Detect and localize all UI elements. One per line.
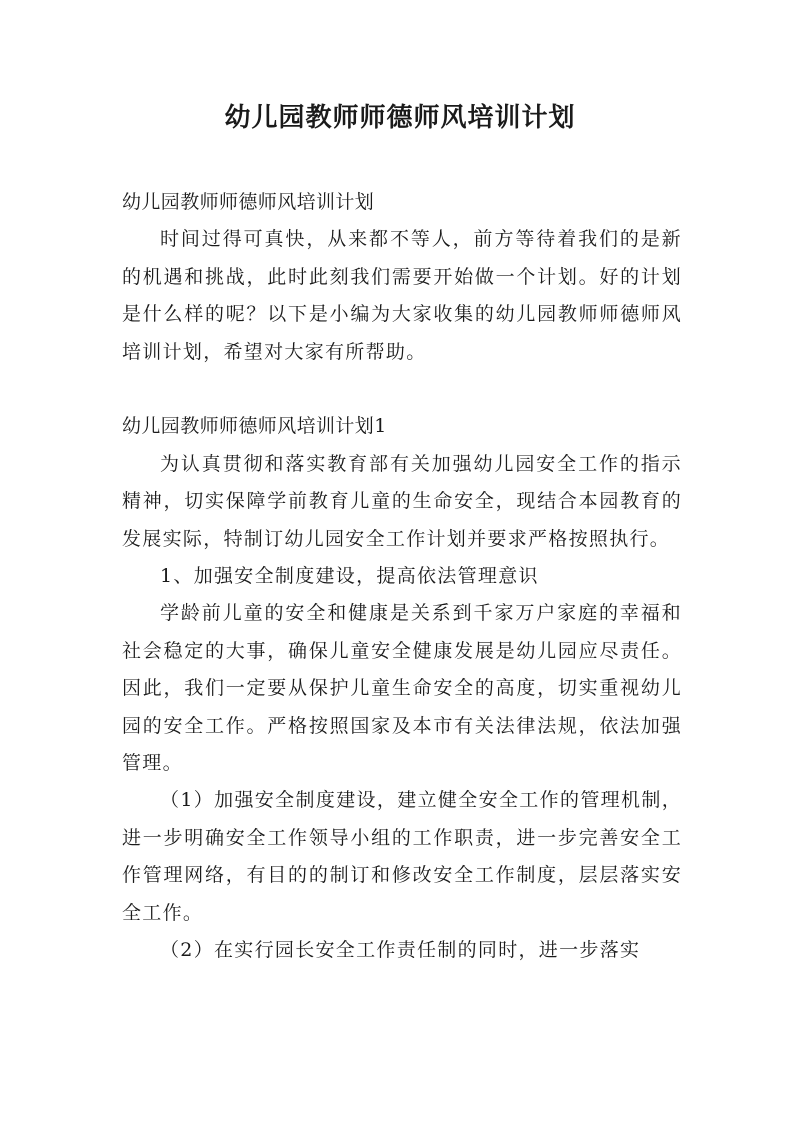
- blank-line: [122, 371, 682, 408]
- sub-item-2-paragraph: （2）在实行园长安全工作责任制的同时，进一步落实: [160, 939, 641, 962]
- document-body: [122, 184, 682, 970]
- point1-paragraph: 学龄前儿童的安全和健康是关系到千家万户家庭的幸福和社会稳定的大事，确保儿童安全健康发展是幼儿园应尽责任。因此，我们一定要从保护儿童生命安全的高度，切实重视幼儿园的安全工作。严格按照国家及本市有关法律法规，依法加强管理。: [122, 602, 682, 775]
- section-heading: 幼儿园教师师德师风培训计划1: [122, 415, 387, 438]
- section-intro-paragraph: 为认真贯彻和落实教育部有关加强幼儿园安全工作的指示精神，切实保障学前教育儿童的生命安全，现结合本园教育的发展实际，特制订幼儿园安全工作计划并要求严格按照执行。: [122, 452, 682, 550]
- point1-heading: 1、加强安全制度建设，提高依法管理意识: [160, 565, 539, 588]
- intro-paragraph: 时间过得可真快，从来都不等人，前方等待着我们的是新的机遇和挑战，此时此刻我们需要开始做一个计划。好的计划是什么样的呢？以下是小编为大家收集的幼儿园教师师德师风培训计划，希望对大家有所帮助。: [122, 228, 682, 363]
- document-subtitle: 幼儿园教师师德师风培训计划: [122, 191, 375, 213]
- sub-item-1-paragraph: （1）加强安全制度建设，建立健全安全工作的管理机制，进一步明确安全工作领导小组的工作职责，进一步完善安全工作管理网络，有目的的制订和修改安全工作制度，层层落实安全工作。: [122, 789, 682, 924]
- document-title: 幼儿园教师师德师风培训计划: [224, 103, 576, 133]
